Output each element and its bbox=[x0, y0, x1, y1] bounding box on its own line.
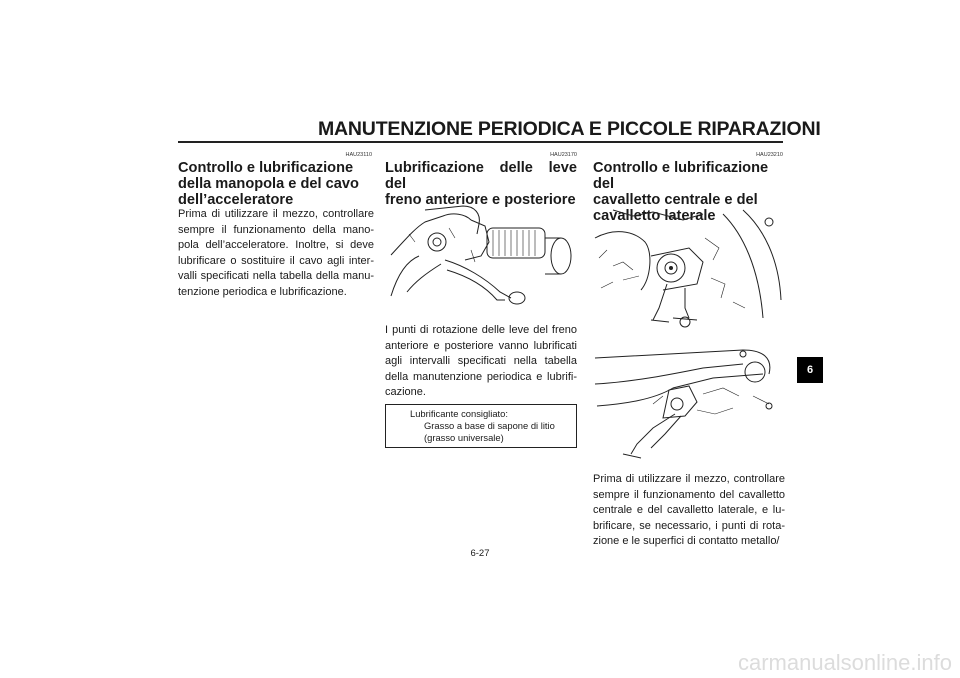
heading-line: cavalletto laterale bbox=[593, 208, 716, 224]
centerstand-illustration bbox=[593, 208, 785, 336]
text-line: brificare, se necessario, i punti di rota- bbox=[593, 519, 785, 532]
reference-code: HAU23170 bbox=[550, 152, 577, 158]
heading-line: della manopola e del cavo bbox=[178, 176, 359, 192]
text-line: pola dell’acceleratore. Inoltre, si deve bbox=[178, 239, 374, 252]
page-title: MANUTENZIONE PERIODICA E PICCOLE RIPARAZIONI bbox=[318, 118, 821, 140]
text-line: valli specificati nella tabella della manu- bbox=[178, 270, 374, 283]
heading-line: Controllo e lubrificazione bbox=[178, 160, 354, 176]
text-line: cazione. bbox=[385, 386, 426, 399]
body-text-brake-levers bbox=[385, 323, 577, 401]
section-tab: 6 bbox=[797, 357, 823, 383]
lubricant-box bbox=[385, 404, 577, 448]
text-line: agli intervalli specificati nella tabella bbox=[385, 355, 577, 368]
text-line: Prima di utilizzare il mezzo, controllare bbox=[178, 208, 374, 220]
watermark: carmanualsonline.info bbox=[737, 650, 952, 675]
body-text-stands bbox=[593, 472, 785, 550]
heading-line: freno anteriore e posteriore bbox=[385, 192, 576, 208]
reference-code: HAU23110 bbox=[345, 152, 372, 158]
brake-lever-illustration bbox=[385, 200, 577, 315]
body-text-throttle bbox=[178, 207, 374, 301]
lubricant-line: Grasso a base di sapone di litio bbox=[424, 420, 555, 431]
text-line: lubrificare o sostituire il cavo agli inter- bbox=[178, 254, 374, 267]
text-line: sempre il funzionamento della mano- bbox=[178, 223, 374, 236]
reference-code: HAU23210 bbox=[756, 152, 783, 158]
sidestand-illustration bbox=[593, 344, 785, 468]
page-number: 6-27 bbox=[470, 548, 490, 559]
text-line: sempre il funzionamento del cavalletto bbox=[593, 488, 785, 501]
heading-line: dell’acceleratore bbox=[178, 192, 294, 208]
lubricant-line: (grasso universale) bbox=[424, 432, 504, 443]
section-heading-throttle bbox=[178, 160, 374, 208]
title-rule bbox=[178, 141, 783, 143]
text-line: anteriore e posteriore vanno lubrificati bbox=[385, 339, 577, 352]
text-line: Prima di utilizzare il mezzo, controllare bbox=[593, 473, 785, 485]
text-line: centrale e del cavalletto laterale, e lu- bbox=[593, 504, 785, 517]
text-line: zione e le superfici di contatto metallo/ bbox=[593, 535, 780, 548]
text-line: tenzione periodica e lubrificazione. bbox=[178, 285, 347, 298]
heading-line: cavalletto centrale e del bbox=[593, 192, 758, 208]
heading-line: Controllo e lubrificazione del bbox=[593, 160, 769, 192]
lubricant-title: Lubrificante consigliato: bbox=[410, 408, 508, 419]
text-line: I punti di rotazione delle leve del freno bbox=[385, 324, 577, 336]
heading-line: Lubrificazione delle leve del bbox=[385, 160, 577, 192]
text-line: della manutenzione periodica e lubrifi- bbox=[385, 370, 577, 383]
